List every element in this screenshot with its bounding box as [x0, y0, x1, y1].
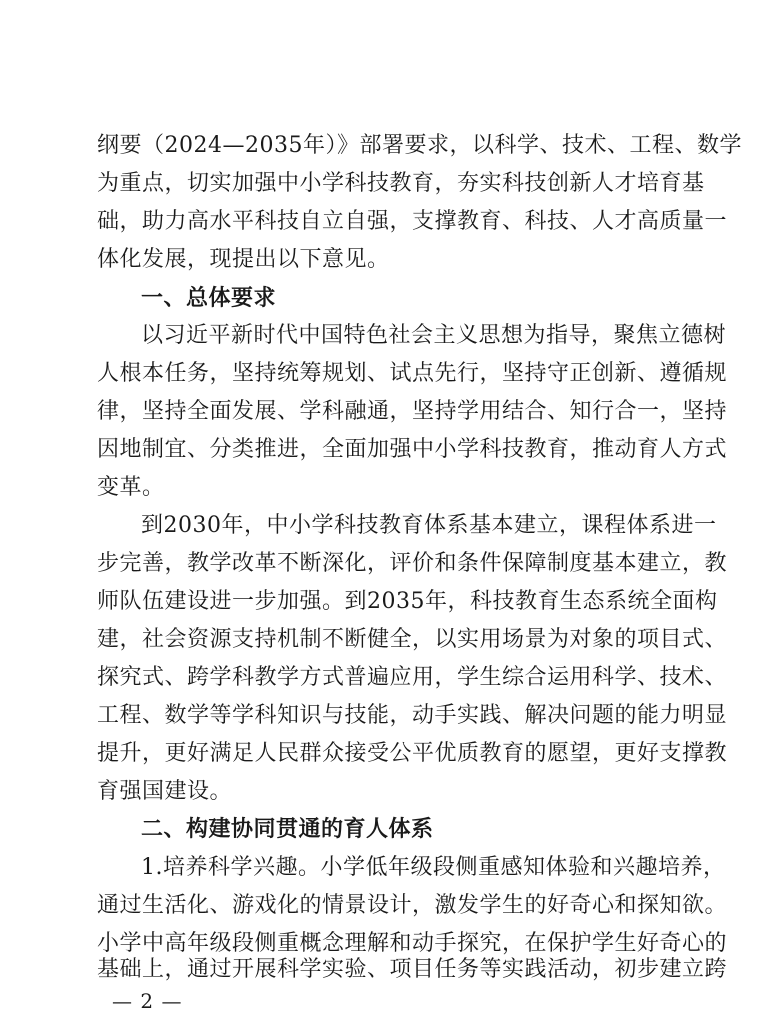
text-line: 建，社会资源支持机制不断健全，以实用场景为对象的项目式、	[97, 627, 728, 652]
text-line: 师队伍建设进一步加强。到2035年，科技教育生态系统全面构	[97, 589, 718, 614]
text-line: 工程、数学等学科知识与技能，动手实践、解决问题的能力明显	[97, 703, 728, 728]
text-line: 纲要（2024—2035年）》部署要求，以科学、技术、工程、数学	[97, 133, 742, 158]
text-line: 探究式、跨学科教学方式普遍应用，学生综合运用科学、技术、	[97, 665, 728, 690]
page-number: — 2 —	[112, 989, 183, 1013]
text-line: 基础上，通过开展科学实验、项目任务等实践活动，初步建立跨	[97, 957, 728, 982]
text-line: 体化发展，现提出以下意见。	[97, 247, 390, 272]
text-line: 以习近平新时代中国特色社会主义思想为指导，聚焦立德树	[141, 323, 727, 348]
text-line: 到2030年，中小学科技教育体系基本建立，课程体系进一	[141, 513, 717, 538]
text-line: 为重点，切实加强中小学科技教育，夯实科技创新人才培育基	[97, 171, 705, 196]
text-line: 步完善，教学改革不断深化，评价和条件保障制度基本建立，教	[97, 551, 728, 576]
text-line: 人根本任务，坚持统筹规划、试点先行，坚持守正创新、遵循规	[97, 361, 728, 386]
section-heading: 一、总体要求	[141, 286, 277, 311]
text-line: 律，坚持全面发展、学科融通，坚持学用结合、知行合一，坚持	[97, 399, 728, 424]
text-line: 育强国建设。	[97, 779, 233, 804]
text-line: 提升，更好满足人民群众接受公平优质教育的愿望，更好支撑教	[97, 741, 728, 766]
text-line: 础，助力高水平科技自立自强，支撑教育、科技、人才高质量一	[97, 209, 728, 234]
text-line: 小学中高年级段侧重概念理解和动手探究，在保护学生好奇心的	[97, 931, 728, 956]
text-line: 因地制宜、分类推进，全面加强中小学科技教育，推动育人方式	[97, 437, 728, 462]
text-line: 变革。	[97, 475, 165, 500]
section-heading: 二、构建协同贯通的育人体系	[141, 817, 434, 842]
text-line: 通过生活化、游戏化的情景设计，激发学生的好奇心和探知欲。	[97, 893, 728, 918]
text-line: 1.培养科学兴趣。小学低年级段侧重感知体验和兴趣培养，	[141, 855, 726, 880]
